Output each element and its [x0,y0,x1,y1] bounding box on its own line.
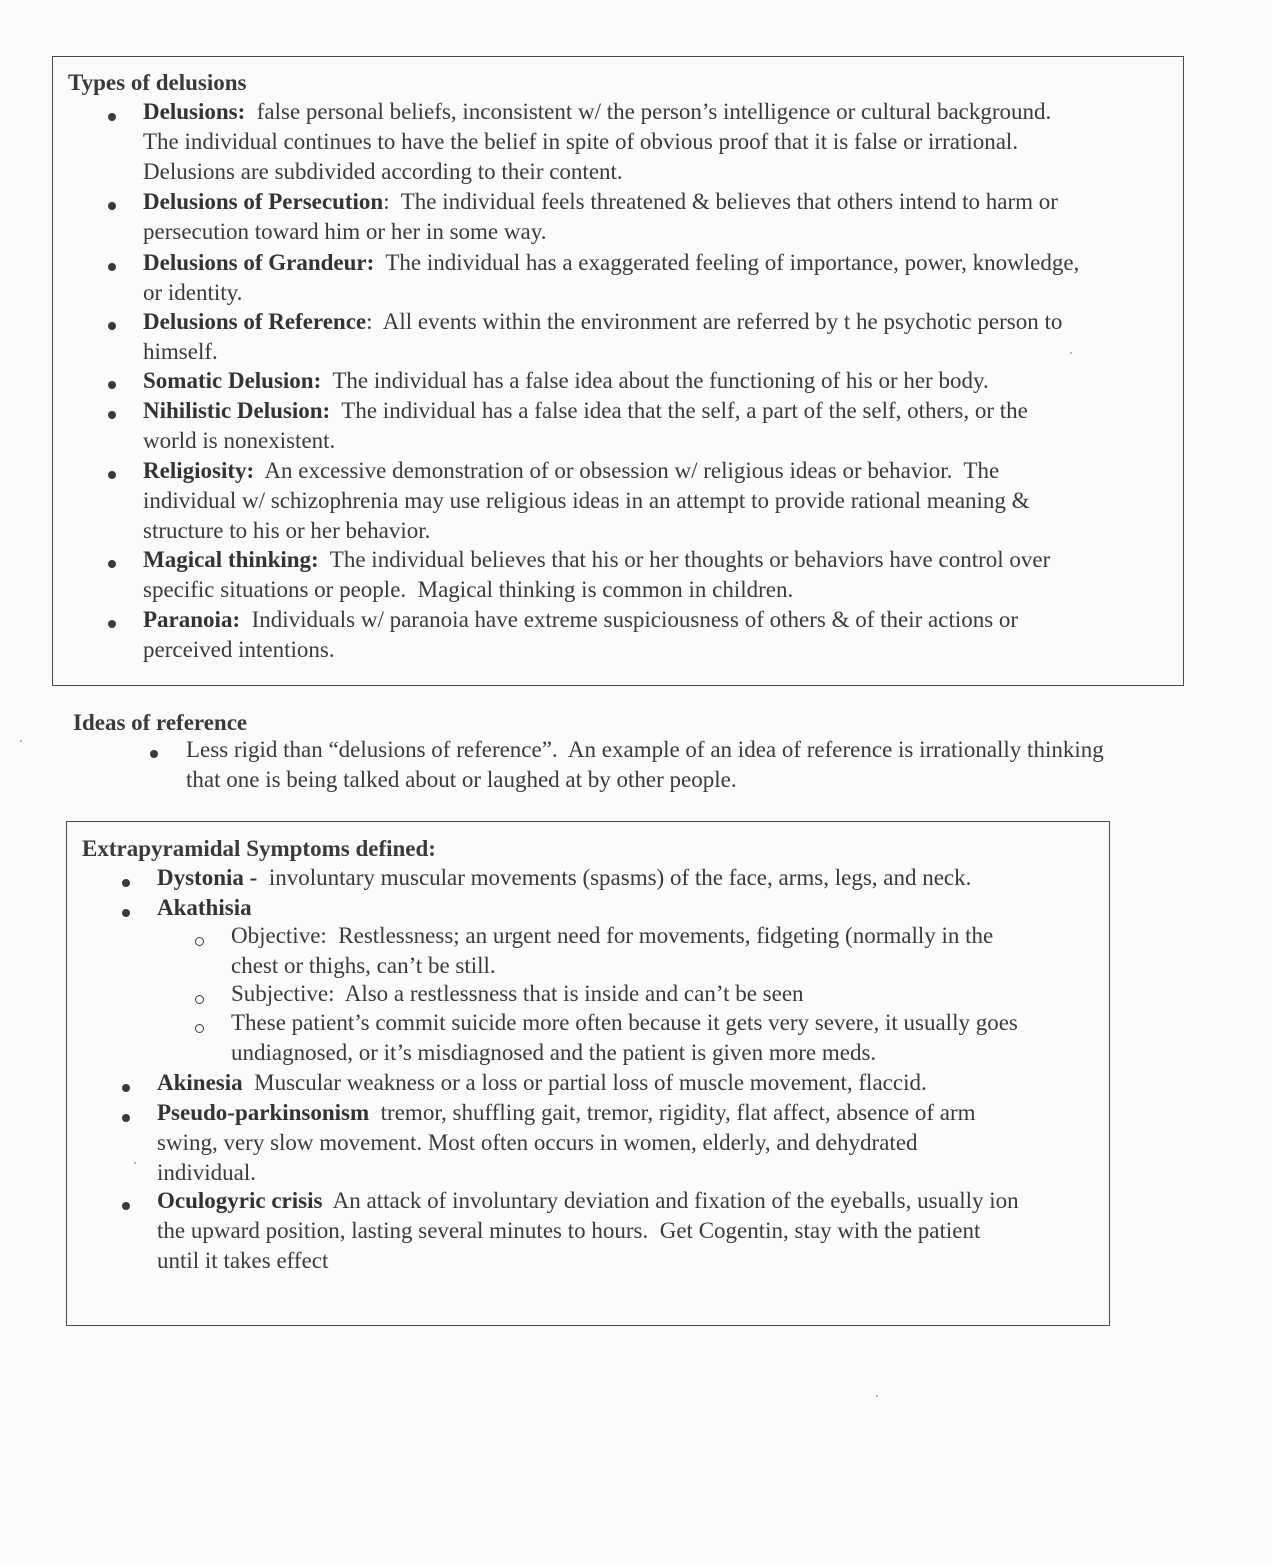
term: Delusions of Reference [143,309,367,334]
list-item-pseudo-parkinsonism: Pseudo-parkinsonism tremor, shuffling gait, tremor, rigidity, flat affect, absence of arm [157,1100,976,1125]
term: Delusions of Persecution [143,189,384,214]
list-item-line: world is nonexistent. [143,428,336,453]
bullet-icon [122,1202,130,1210]
list-item-line: the upward position, lasting several minutes to hours. Get Cogentin, stay with the patient [157,1218,981,1243]
bullet-icon [108,202,116,210]
term: Dystonia - [157,865,258,890]
bullet-icon [108,471,116,479]
ideas-of-reference-heading: Ideas of reference [73,710,248,735]
scan-speck [20,740,22,742]
bullet-icon [122,1084,130,1092]
bullet-icon [108,620,116,628]
list-item-line: perceived intentions. [143,637,335,662]
list-item-line: persecution toward him or her in some way. [143,219,547,244]
list-item-magical-thinking: Magical thinking: The individual believes that his or her thoughts or behaviors have control over [143,547,1051,572]
bullet-icon [108,263,116,271]
list-item-line: Delusions are subdivided according to their content. [143,159,623,184]
circle-bullet-icon [195,937,204,946]
term: Akinesia [157,1070,243,1095]
bullet-icon [108,381,116,389]
types-of-delusions-heading: Types of delusions [68,70,247,95]
list-item-line: The individual continues to have the belief in spite of obvious proof that it is false or irrational. [143,129,1019,154]
list-item-line: or identity. [143,280,243,305]
list-item-line: individual w/ schizophrenia may use religious ideas in an attempt to provide rational meaning & [143,488,1030,513]
scan-speck [134,1162,136,1164]
circle-bullet-icon [195,995,204,1004]
scan-speck [876,1395,878,1397]
term: Paranoia: [143,607,241,632]
list-item-line: chest or thighs, can’t be still. [231,953,496,978]
list-item-religiosity: Religiosity: An excessive demonstration of or obsession w/ religious ideas or behavior. The [143,458,1000,483]
term: Pseudo-parkinsonism [157,1100,370,1125]
list-item-delusions: Delusions: false personal beliefs, inconsistent w/ the person’s intelligence or cultural background. [143,99,1052,124]
bullet-icon [122,909,130,917]
term: Oculogyric crisis [157,1188,323,1213]
list-item-line: that one is being talked about or laughed at by other people. [186,767,737,792]
list-item-grandeur: Delusions of Grandeur: The individual has a exaggerated feeling of importance, power, knowledge, [143,250,1080,275]
list-item-persecution: Delusions of Persecution: The individual feels threatened & believes that others intend to harm or [143,189,1058,214]
term: Nihilistic Delusion: [143,398,331,423]
list-item-paranoia: Paranoia: Individuals w/ paranoia have extreme suspiciousness of others & of their actions or [143,607,1019,632]
bullet-icon [108,322,116,330]
list-item-line: undiagnosed, or it’s misdiagnosed and the patient is given more meds. [231,1040,877,1065]
bullet-icon [108,560,116,568]
list-item-line: swing, very slow movement. Most often occurs in women, elderly, and dehydrated [157,1130,918,1155]
circle-bullet-icon [195,1024,204,1033]
term: Delusions: [143,99,246,124]
list-item-line: individual. [157,1160,257,1185]
list-item-oculogyric-crisis: Oculogyric crisis An attack of involuntary deviation and fixation of the eyeballs, usually ion [157,1188,1019,1213]
bullet-icon [150,750,158,758]
bullet-icon [108,411,116,419]
bullet-icon [122,1114,130,1122]
term: Delusions of Grandeur: [143,250,375,275]
list-item-nihilistic: Nihilistic Delusion: The individual has a false idea that the self, a part of the self, others, or the [143,398,1028,423]
list-item-line: structure to his or her behavior. [143,518,431,543]
term: Religiosity: [143,458,255,483]
term: Somatic Delusion: [143,368,322,393]
bullet-icon [108,113,116,121]
term: Magical thinking: [143,547,319,572]
list-item-akinesia: Akinesia Muscular weakness or a loss or partial loss of muscle movement, flaccid. [157,1070,927,1095]
extrapyramidal-heading: Extrapyramidal Symptoms defined: [82,836,436,861]
term: Akathisia [157,895,252,920]
bullet-icon [122,879,130,887]
sublist-item-objective: Objective: Restlessness; an urgent need for movements, fidgeting (normally in the [231,923,994,948]
list-item-line: specific situations or people. Magical thinking is common in children. [143,577,794,602]
list-item-ideas-of-reference: Less rigid than “delusions of reference”. An example of an idea of reference is irrationally thinking [186,737,1104,762]
list-item-dystonia: Dystonia - involuntary muscular movements (spasms) of the face, arms, legs, and neck. [157,865,972,890]
list-item-reference: Delusions of Reference: All events within the environment are referred by t he psychotic person to [143,309,1063,334]
sublist-item-suicide-risk: These patient’s commit suicide more often because it gets very severe, it usually goes [231,1010,1018,1035]
list-item-somatic: Somatic Delusion: The individual has a false idea about the functioning of his or her body. [143,368,989,393]
scan-speck [1070,352,1072,354]
sublist-item-subjective: Subjective: Also a restlessness that is inside and can’t be seen [231,981,804,1006]
list-item-line: until it takes effect [157,1248,329,1273]
list-item-akathisia [157,893,252,923]
list-item-line: himself. [143,339,218,364]
